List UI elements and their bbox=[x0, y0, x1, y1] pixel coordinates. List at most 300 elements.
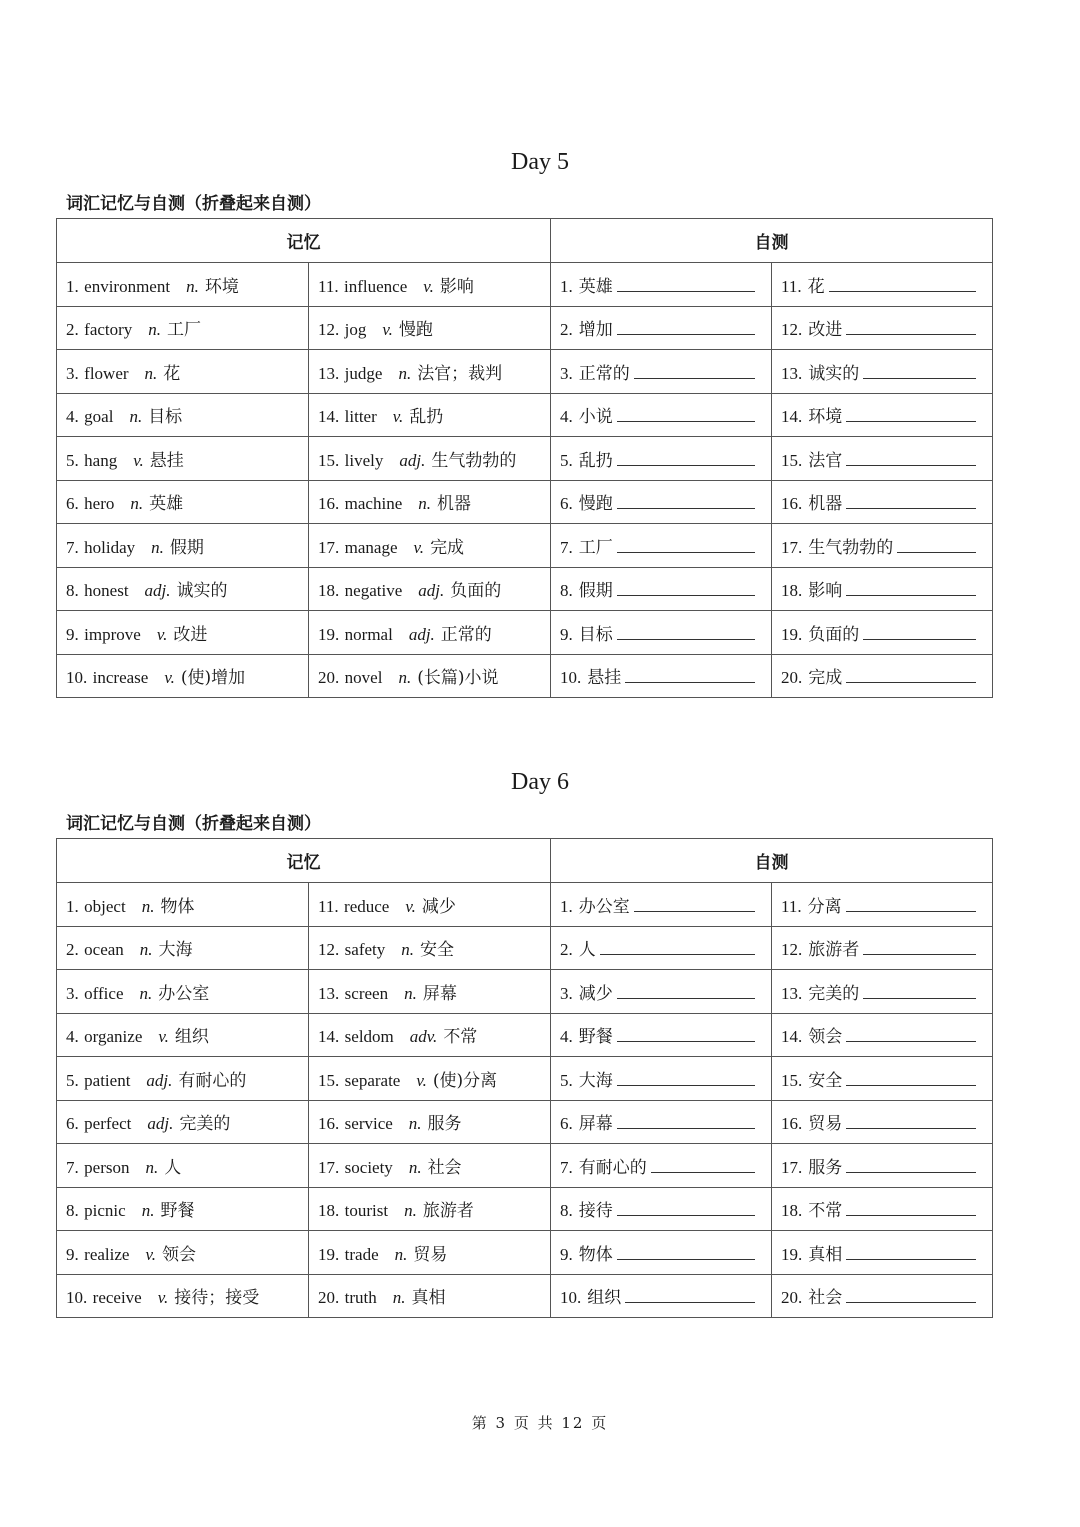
chinese-prompt: 机器 bbox=[808, 494, 843, 515]
item-number: 3. bbox=[66, 363, 79, 383]
english-word: negative bbox=[344, 581, 403, 601]
item-number: 9. bbox=[66, 1244, 79, 1264]
english-word: hero bbox=[84, 494, 115, 514]
item-number: 17. bbox=[781, 537, 803, 557]
table-row bbox=[57, 1231, 993, 1275]
chinese-meaning: 乱扔 bbox=[409, 407, 444, 428]
memory-cell bbox=[57, 1013, 309, 1057]
test-cell bbox=[772, 306, 993, 350]
item-number: 20. bbox=[318, 1288, 340, 1308]
memory-cell bbox=[309, 1144, 551, 1188]
answer-blank[interactable] bbox=[617, 407, 755, 422]
test-cell bbox=[551, 654, 772, 698]
chinese-meaning: 办公室 bbox=[158, 983, 210, 1004]
english-word: flower bbox=[84, 363, 129, 383]
answer-blank[interactable] bbox=[846, 1288, 976, 1303]
answer-blank[interactable] bbox=[846, 1245, 976, 1260]
english-word: novel bbox=[344, 668, 383, 688]
item-number: 9. bbox=[560, 1244, 573, 1264]
test-cell bbox=[772, 524, 993, 568]
test-cell bbox=[551, 1013, 772, 1057]
item-number: 8. bbox=[560, 1201, 573, 1221]
chinese-prompt: 物体 bbox=[578, 1244, 613, 1265]
item-number: 4. bbox=[66, 1027, 79, 1047]
answer-blank[interactable] bbox=[617, 1114, 755, 1129]
table-row bbox=[57, 393, 993, 437]
item-number: 20. bbox=[318, 668, 340, 688]
item-number: 7. bbox=[66, 537, 79, 557]
page-footer bbox=[0, 1412, 1080, 1433]
test-cell bbox=[772, 480, 993, 524]
answer-blank[interactable] bbox=[617, 581, 755, 596]
item-number: 14. bbox=[318, 407, 340, 427]
footer-prefix: 第 bbox=[471, 1414, 489, 1432]
day-title: Day 5 bbox=[511, 149, 569, 175]
item-number: 13. bbox=[781, 983, 803, 1003]
part-of-speech: adj. bbox=[147, 1114, 174, 1134]
part-of-speech: n. bbox=[408, 1114, 422, 1134]
table-row bbox=[57, 883, 993, 927]
chinese-prompt: 生气勃勃的 bbox=[808, 537, 894, 558]
chinese-meaning: 大海 bbox=[158, 940, 193, 961]
memory-cell bbox=[57, 350, 309, 394]
chinese-meaning: (使)分离 bbox=[432, 1070, 498, 1091]
chinese-meaning: 工厂 bbox=[167, 320, 202, 341]
item-number: 10. bbox=[560, 1288, 582, 1308]
vocab-body bbox=[57, 263, 993, 698]
chinese-prompt: 不常 bbox=[808, 1201, 843, 1222]
english-word: safety bbox=[344, 940, 386, 960]
table-row bbox=[57, 567, 993, 611]
memory-cell bbox=[57, 306, 309, 350]
english-word: separate bbox=[344, 1070, 401, 1090]
english-word: reduce bbox=[344, 896, 390, 916]
table-row bbox=[57, 1057, 993, 1101]
answer-blank[interactable] bbox=[863, 625, 976, 640]
memory-cell bbox=[57, 1057, 309, 1101]
item-number: 5. bbox=[560, 450, 573, 470]
chinese-meaning: 影响 bbox=[439, 276, 474, 297]
memory-cell bbox=[309, 883, 551, 927]
chinese-prompt: 诚实的 bbox=[808, 363, 860, 384]
chinese-prompt: 改进 bbox=[808, 320, 843, 341]
memory-cell bbox=[309, 1187, 551, 1231]
part-of-speech: n. bbox=[408, 1157, 422, 1177]
item-number: 3. bbox=[560, 983, 573, 1003]
part-of-speech: n. bbox=[394, 1244, 408, 1264]
test-cell bbox=[551, 1231, 772, 1275]
chinese-prompt: 野餐 bbox=[578, 1027, 613, 1048]
chinese-meaning: 花 bbox=[163, 363, 181, 384]
english-word: truth bbox=[344, 1288, 377, 1308]
chinese-meaning: 改进 bbox=[173, 624, 208, 645]
answer-blank[interactable] bbox=[846, 451, 976, 466]
chinese-prompt: 增加 bbox=[578, 320, 613, 341]
answer-blank[interactable] bbox=[617, 1201, 755, 1216]
english-word: organize bbox=[84, 1027, 143, 1047]
vocab-table bbox=[56, 218, 993, 698]
memory-cell bbox=[57, 480, 309, 524]
item-number: 7. bbox=[560, 1157, 573, 1177]
answer-blank[interactable] bbox=[846, 1201, 976, 1216]
part-of-speech: v. bbox=[392, 407, 404, 427]
answer-blank[interactable] bbox=[634, 897, 755, 912]
item-number: 14. bbox=[781, 407, 803, 427]
memory-cell bbox=[57, 1100, 309, 1144]
answer-blank[interactable] bbox=[617, 625, 755, 640]
memory-cell bbox=[57, 611, 309, 655]
english-word: perfect bbox=[84, 1114, 132, 1134]
memory-cell bbox=[57, 393, 309, 437]
english-word: patient bbox=[84, 1070, 131, 1090]
memory-cell bbox=[57, 437, 309, 481]
test-cell bbox=[772, 1100, 993, 1144]
english-word: manage bbox=[344, 537, 398, 557]
english-word: hang bbox=[84, 450, 118, 470]
english-word: tourist bbox=[344, 1201, 389, 1221]
chinese-prompt: 悬挂 bbox=[587, 668, 622, 689]
test-cell bbox=[551, 970, 772, 1014]
english-word: machine bbox=[344, 494, 403, 514]
test-cell bbox=[551, 926, 772, 970]
chinese-prompt: 正常的 bbox=[578, 363, 630, 384]
memory-cell bbox=[309, 350, 551, 394]
chinese-prompt: 花 bbox=[807, 276, 825, 297]
chinese-meaning: 诚实的 bbox=[176, 581, 228, 602]
english-word: increase bbox=[92, 668, 149, 688]
english-word: judge bbox=[344, 363, 383, 383]
part-of-speech: adj. bbox=[408, 624, 435, 644]
item-number: 13. bbox=[318, 363, 340, 383]
chinese-prompt: 工厂 bbox=[578, 537, 613, 558]
item-number: 14. bbox=[781, 1027, 803, 1047]
test-cell bbox=[772, 970, 993, 1014]
chinese-prompt: 目标 bbox=[578, 624, 613, 645]
chinese-prompt: 人 bbox=[578, 940, 596, 961]
chinese-meaning: 负面的 bbox=[450, 581, 502, 602]
memory-cell bbox=[309, 306, 551, 350]
vocab-table bbox=[56, 838, 993, 1318]
chinese-meaning: 有耐心的 bbox=[178, 1070, 247, 1091]
item-number: 8. bbox=[66, 1201, 79, 1221]
item-number: 5. bbox=[66, 450, 79, 470]
answer-blank[interactable] bbox=[846, 1071, 976, 1086]
item-number: 13. bbox=[318, 983, 340, 1003]
chinese-prompt: 真相 bbox=[808, 1244, 843, 1265]
answer-blank[interactable] bbox=[617, 1071, 755, 1086]
part-of-speech: adj. bbox=[146, 1070, 173, 1090]
item-number: 6. bbox=[560, 494, 573, 514]
chinese-meaning: 环境 bbox=[204, 276, 239, 297]
part-of-speech: n. bbox=[144, 363, 158, 383]
item-number: 9. bbox=[66, 624, 79, 644]
section-title: 词汇记忆与自测（折叠起来自测） bbox=[66, 814, 321, 834]
test-cell bbox=[551, 437, 772, 481]
chinese-meaning: 法官；裁判 bbox=[417, 363, 503, 384]
memory-cell bbox=[309, 480, 551, 524]
test-cell bbox=[772, 883, 993, 927]
test-cell bbox=[772, 654, 993, 698]
chinese-prompt: 分离 bbox=[807, 896, 842, 917]
answer-blank[interactable] bbox=[651, 1158, 755, 1173]
english-word: litter bbox=[344, 407, 377, 427]
table-row bbox=[57, 611, 993, 655]
chinese-prompt: 乱扔 bbox=[578, 450, 613, 471]
item-number: 3. bbox=[66, 983, 79, 1003]
answer-blank[interactable] bbox=[846, 581, 976, 596]
item-number: 14. bbox=[318, 1027, 340, 1047]
part-of-speech: n. bbox=[418, 494, 431, 514]
memory-cell bbox=[57, 654, 309, 698]
answer-blank[interactable] bbox=[846, 1114, 976, 1129]
chinese-meaning: (使)增加 bbox=[180, 668, 246, 689]
item-number: 17. bbox=[318, 537, 340, 557]
test-cell bbox=[772, 1144, 993, 1188]
item-number: 20. bbox=[781, 1288, 803, 1308]
chinese-prompt: 环境 bbox=[808, 407, 843, 428]
part-of-speech: n. bbox=[148, 320, 162, 340]
english-word: honest bbox=[84, 581, 129, 601]
chinese-meaning: 安全 bbox=[420, 940, 454, 961]
answer-blank[interactable] bbox=[617, 451, 755, 466]
answer-blank[interactable] bbox=[846, 1158, 976, 1173]
answer-blank[interactable] bbox=[863, 364, 976, 379]
chinese-meaning: 领会 bbox=[162, 1244, 196, 1265]
part-of-speech: n. bbox=[139, 983, 153, 1003]
answer-blank[interactable] bbox=[617, 277, 755, 292]
part-of-speech: v. bbox=[382, 320, 393, 340]
answer-blank[interactable] bbox=[625, 668, 755, 683]
memory-cell bbox=[309, 1100, 551, 1144]
chinese-meaning: 人 bbox=[164, 1157, 182, 1178]
table-row bbox=[57, 263, 993, 307]
answer-blank[interactable] bbox=[863, 984, 976, 999]
header-memory: 记忆 bbox=[57, 219, 551, 263]
english-word: object bbox=[84, 896, 126, 916]
chinese-meaning: 屏幕 bbox=[422, 983, 457, 1004]
chinese-meaning: 真相 bbox=[411, 1288, 446, 1309]
answer-blank[interactable] bbox=[634, 364, 755, 379]
english-word: factory bbox=[84, 320, 133, 340]
answer-blank[interactable] bbox=[617, 320, 755, 335]
footer-suffix: 页 bbox=[591, 1414, 609, 1432]
memory-cell bbox=[309, 926, 551, 970]
part-of-speech: n. bbox=[145, 1157, 159, 1177]
answer-blank[interactable] bbox=[846, 320, 976, 335]
item-number: 4. bbox=[560, 407, 573, 427]
table-row bbox=[57, 1274, 993, 1318]
memory-cell bbox=[57, 524, 309, 568]
item-number: 8. bbox=[560, 581, 573, 601]
chinese-prompt: 服务 bbox=[808, 1157, 843, 1178]
memory-cell bbox=[57, 567, 309, 611]
header-test: 自测 bbox=[551, 839, 993, 883]
part-of-speech: v. bbox=[156, 624, 168, 644]
answer-blank[interactable] bbox=[846, 1027, 976, 1042]
item-number: 10. bbox=[560, 668, 582, 688]
chinese-prompt: 组织 bbox=[587, 1288, 622, 1309]
item-number: 6. bbox=[66, 1114, 79, 1134]
answer-blank[interactable] bbox=[846, 897, 976, 912]
item-number: 17. bbox=[318, 1157, 340, 1177]
english-word: influence bbox=[344, 276, 408, 296]
answer-blank[interactable] bbox=[846, 494, 976, 509]
memory-cell bbox=[309, 1013, 551, 1057]
item-number: 4. bbox=[66, 407, 79, 427]
answer-blank[interactable] bbox=[617, 494, 755, 509]
memory-cell bbox=[309, 1231, 551, 1275]
chinese-meaning: 目标 bbox=[148, 407, 183, 428]
item-number: 11. bbox=[318, 896, 339, 916]
answer-blank[interactable] bbox=[897, 538, 976, 553]
english-word: environment bbox=[84, 276, 171, 296]
memory-cell bbox=[309, 611, 551, 655]
english-word: jog bbox=[344, 320, 367, 340]
answer-blank[interactable] bbox=[600, 940, 755, 955]
part-of-speech: v. bbox=[145, 1244, 156, 1264]
test-cell bbox=[551, 480, 772, 524]
footer-total-pages: 12 bbox=[561, 1414, 585, 1432]
item-number: 12. bbox=[318, 320, 340, 340]
item-number: 16. bbox=[781, 494, 803, 514]
english-word: person bbox=[84, 1157, 130, 1177]
item-number: 1. bbox=[560, 276, 573, 296]
item-number: 1. bbox=[66, 276, 79, 296]
item-number: 19. bbox=[781, 1244, 803, 1264]
english-word: office bbox=[84, 983, 124, 1003]
answer-blank[interactable] bbox=[846, 407, 976, 422]
english-word: screen bbox=[344, 983, 389, 1003]
table-row bbox=[57, 970, 993, 1014]
english-word: normal bbox=[344, 624, 393, 644]
answer-blank[interactable] bbox=[617, 984, 755, 999]
english-word: ocean bbox=[84, 940, 124, 960]
vocab-body bbox=[57, 883, 993, 1318]
test-cell bbox=[772, 1013, 993, 1057]
table-row bbox=[57, 350, 993, 394]
chinese-prompt: 接待 bbox=[578, 1201, 613, 1222]
part-of-speech: n. bbox=[141, 1201, 155, 1221]
item-number: 15. bbox=[318, 1070, 340, 1090]
memory-cell bbox=[309, 567, 551, 611]
item-number: 11. bbox=[781, 896, 802, 916]
answer-blank[interactable] bbox=[625, 1288, 755, 1303]
table-row bbox=[57, 1144, 993, 1188]
chinese-prompt: 慢跑 bbox=[578, 494, 613, 515]
chinese-prompt: 减少 bbox=[578, 983, 613, 1004]
part-of-speech: n. bbox=[141, 896, 155, 916]
item-number: 17. bbox=[781, 1157, 803, 1177]
item-number: 2. bbox=[66, 940, 79, 960]
test-cell bbox=[551, 524, 772, 568]
chinese-prompt: 办公室 bbox=[578, 896, 630, 917]
test-cell bbox=[772, 263, 993, 307]
test-cell bbox=[551, 883, 772, 927]
footer-middle: 页 共 bbox=[513, 1414, 555, 1432]
item-number: 19. bbox=[318, 624, 340, 644]
item-number: 15. bbox=[318, 450, 340, 470]
chinese-meaning: (长篇)小说 bbox=[417, 668, 499, 689]
answer-blank[interactable] bbox=[846, 668, 976, 683]
item-number: 8. bbox=[66, 581, 79, 601]
memory-cell bbox=[309, 393, 551, 437]
item-number: 9. bbox=[560, 624, 573, 644]
memory-cell bbox=[57, 970, 309, 1014]
chinese-meaning: 物体 bbox=[160, 896, 195, 917]
english-word: holiday bbox=[84, 537, 136, 557]
chinese-prompt: 影响 bbox=[808, 581, 843, 602]
answer-blank[interactable] bbox=[617, 538, 755, 553]
item-number: 15. bbox=[781, 1070, 803, 1090]
item-number: 12. bbox=[318, 940, 340, 960]
table-row bbox=[57, 926, 993, 970]
day-title: Day 6 bbox=[511, 769, 569, 795]
table-row bbox=[57, 480, 993, 524]
item-number: 10. bbox=[66, 1288, 88, 1308]
item-number: 11. bbox=[318, 276, 339, 296]
english-word: trade bbox=[344, 1244, 379, 1264]
table-row bbox=[57, 654, 993, 698]
part-of-speech: n. bbox=[129, 407, 143, 427]
answer-blank[interactable] bbox=[617, 1245, 755, 1260]
test-cell bbox=[551, 1057, 772, 1101]
test-cell bbox=[551, 567, 772, 611]
test-cell bbox=[551, 611, 772, 655]
answer-blank[interactable] bbox=[829, 277, 976, 292]
memory-cell bbox=[309, 970, 551, 1014]
chinese-prompt: 完美的 bbox=[808, 983, 860, 1004]
test-cell bbox=[551, 1274, 772, 1318]
item-number: 18. bbox=[781, 581, 803, 601]
test-cell bbox=[772, 926, 993, 970]
item-number: 11. bbox=[781, 276, 802, 296]
english-word: lively bbox=[344, 450, 384, 470]
test-cell bbox=[772, 567, 993, 611]
item-number: 2. bbox=[66, 320, 79, 340]
answer-blank[interactable] bbox=[617, 1027, 755, 1042]
test-cell bbox=[551, 1144, 772, 1188]
item-number: 1. bbox=[560, 896, 573, 916]
chinese-prompt: 社会 bbox=[808, 1288, 843, 1309]
part-of-speech: n. bbox=[401, 940, 414, 960]
memory-cell bbox=[57, 883, 309, 927]
chinese-prompt: 完成 bbox=[808, 668, 843, 689]
memory-cell bbox=[309, 437, 551, 481]
item-number: 4. bbox=[560, 1027, 573, 1047]
item-number: 12. bbox=[781, 320, 803, 340]
chinese-meaning: 悬挂 bbox=[149, 450, 184, 471]
part-of-speech: v. bbox=[405, 896, 416, 916]
part-of-speech: adv. bbox=[409, 1027, 438, 1047]
test-cell bbox=[772, 437, 993, 481]
memory-cell bbox=[309, 1274, 551, 1318]
item-number: 19. bbox=[318, 1244, 340, 1264]
test-cell bbox=[772, 1187, 993, 1231]
item-number: 5. bbox=[66, 1070, 79, 1090]
part-of-speech: n. bbox=[186, 276, 199, 296]
table-row bbox=[57, 1187, 993, 1231]
chinese-prompt: 旅游者 bbox=[808, 940, 860, 961]
test-cell bbox=[551, 1100, 772, 1144]
test-cell bbox=[551, 306, 772, 350]
answer-blank[interactable] bbox=[863, 940, 976, 955]
chinese-meaning: 生气勃勃的 bbox=[431, 450, 517, 471]
chinese-meaning: 旅游者 bbox=[422, 1201, 474, 1222]
test-cell bbox=[772, 1057, 993, 1101]
chinese-meaning: 减少 bbox=[421, 896, 456, 917]
part-of-speech: n. bbox=[398, 668, 412, 688]
chinese-prompt: 有耐心的 bbox=[578, 1157, 647, 1178]
